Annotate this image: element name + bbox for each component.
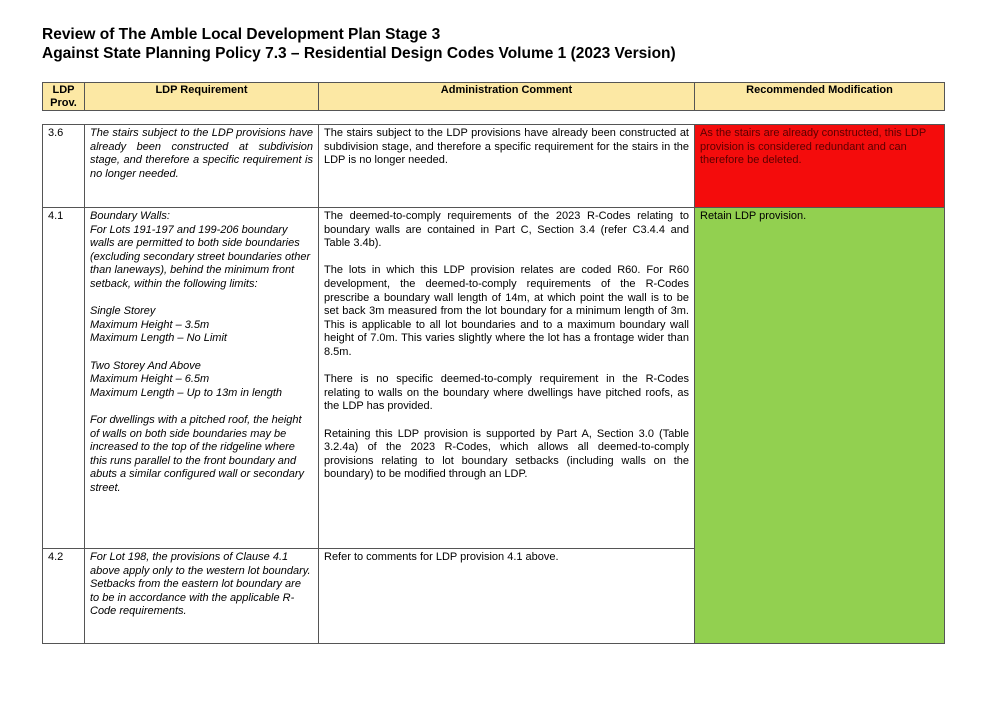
requirement-cell: The stairs subject to the LDP provisions have already been constructed at subdivision stage, and therefore a specific requirement is no longer needed. (85, 125, 319, 208)
comment-paragraph: The lots in which this LDP provision relates are coded R60. For R60 development, the deemed-to-comply requirements of the R-Codes prescribe a boundary wall length of 14m, at which point the wall is to be set back 3m measured from the lot boundary for a minimum length of 3m. This is applicable to all lot boundaries and to a maximum boundary wall height of 7.0m. This varies slightly where the lot has a frontage wider than 8.5m. (324, 264, 689, 358)
header-ldp-requirement: LDP Requirement (85, 83, 319, 111)
header-row (43, 83, 945, 111)
comment-cell: The stairs subject to the LDP provisions have already been constructed at subdivision stage, and therefore a specific requirement for the stairs in the LDP is no longer needed. (319, 125, 695, 208)
table-row (43, 208, 945, 549)
header-recommended-modification: Recommended Modification (695, 83, 945, 111)
modification-cell-retain: Retain LDP provision. (695, 208, 945, 644)
document-subtitle: Against State Planning Policy 7.3 – Residential Design Codes Volume 1 (2023 Version) (42, 45, 676, 62)
single-storey-heading: Single Storey (90, 305, 156, 318)
header-ldp-prov-line1: LDP (52, 84, 75, 96)
header-administration-comment: Administration Comment (319, 83, 695, 111)
prov-cell: 3.6 (43, 125, 85, 208)
pitched-roof-requirement: For dwellings with a pitched roof, the height of walls on both side boundaries may be increased to the top of the ridgeline where this runs parallel to the front boundary and abuts a similar configured wall or secondary street. (90, 413, 304, 494)
requirement-heading: Boundary Walls: (90, 210, 170, 222)
requirement-cell: For Lot 198, the provisions of Clause 4.1 above apply only to the western lot boundary. Setbacks from the eastern lot boundary are to be in accordance with the applicable R-Code requirements. (85, 549, 319, 644)
table-row (43, 125, 945, 208)
comment-paragraph: There is no specific deemed-to-comply requirement in the R-Codes relating to walls on the boundary where dwellings have pitched roofs, as the LDP has provided. (324, 373, 689, 413)
single-storey-height: Maximum Height – 3.5m (90, 318, 210, 331)
requirement-intro: For Lots 191-197 and 199-206 boundary walls are permitted to both side boundaries (excluding secondary street boundaries other than laneways), behind the minimum front setback, within the following limits: (90, 223, 311, 290)
requirement-cell (85, 208, 319, 549)
two-storey-length: Maximum Length – Up to 13m in length (90, 386, 282, 399)
header-table (42, 82, 945, 111)
two-storey-height: Maximum Height – 6.5m (90, 373, 210, 386)
review-table (42, 124, 945, 644)
comment-cell (319, 208, 695, 549)
prov-cell: 4.1 (43, 208, 85, 549)
header-ldp-prov (43, 83, 85, 111)
comment-paragraph: Retaining this LDP provision is supported by Part A, Section 3.0 (Table 3.2.4a) of the 2023 R-Codes, which allows all deemed-to-comply provisions relating to lot boundary setbacks (including walls on the boundary) to be modified through an LDP. (324, 427, 689, 481)
two-storey-heading: Two Storey And Above (90, 359, 201, 372)
prov-cell: 4.2 (43, 549, 85, 644)
header-ldp-prov-line2: Prov. (50, 97, 77, 109)
modification-cell-delete: As the stairs are already constructed, this LDP provision is considered redundant and can therefore be deleted. (695, 125, 945, 208)
comment-paragraph: The deemed-to-comply requirements of the 2023 R-Codes relating to boundary walls are contained in Part C, Section 3.4 (refer C3.4.4 and Table 3.4b). (324, 210, 689, 250)
document-title: Review of The Amble Local Development Plan Stage 3 (42, 26, 441, 43)
single-storey-length: Maximum Length – No Limit (90, 332, 227, 345)
comment-cell: Refer to comments for LDP provision 4.1 above. (319, 549, 695, 644)
